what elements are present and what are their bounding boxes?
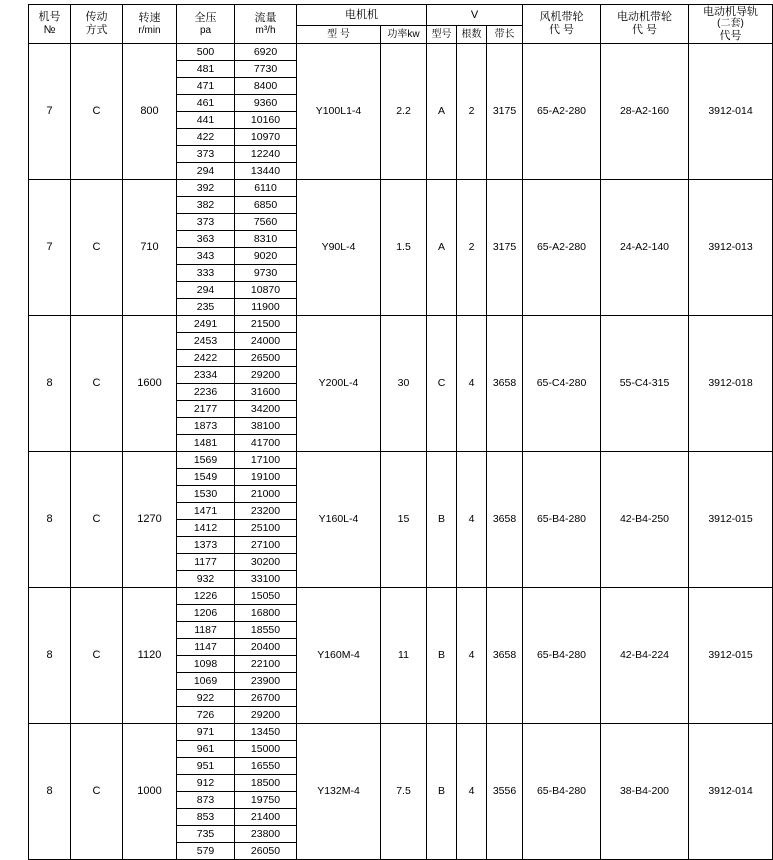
cell-motor-power: 7.5 xyxy=(381,724,427,860)
cell-pressure-list xyxy=(177,588,235,724)
pressure-value: 735 xyxy=(177,826,234,843)
pressure-value: 1481 xyxy=(193,436,218,449)
cell-drive-type: C xyxy=(71,44,123,180)
pressure-value: 500 xyxy=(177,44,234,61)
pressure-value: 343 xyxy=(177,248,234,265)
pressure-value: 1147 xyxy=(177,639,234,656)
header-vbelt xyxy=(427,5,523,26)
cell-vbelt-count: 4 xyxy=(457,724,487,860)
pressure-value: 1373 xyxy=(177,537,234,554)
header-motor-power: 功率kw xyxy=(381,26,427,44)
cell-vbelt-length: 3175 xyxy=(487,180,523,316)
flow-value: 16800 xyxy=(235,605,296,622)
header-motor-rail-line2: (二套) xyxy=(717,18,744,30)
cell-drive-type: C xyxy=(71,316,123,452)
flow-value: 7560 xyxy=(235,214,296,231)
flow-value: 26050 xyxy=(250,844,281,857)
header-motor-pulley-line1: 电动机带轮 xyxy=(617,11,672,24)
header-flow-line1: 流量 xyxy=(254,11,277,24)
cell-fan-pulley: 65-A2-280 xyxy=(523,180,601,316)
flow-value: 26700 xyxy=(235,690,296,707)
flow-value: 19100 xyxy=(235,469,296,486)
pressure-value: 873 xyxy=(177,792,234,809)
cell-speed: 710 xyxy=(123,180,177,316)
flow-value: 25100 xyxy=(235,520,296,537)
flow-value: 21000 xyxy=(235,486,296,503)
cell-motor-pulley: 55-C4-315 xyxy=(601,316,689,452)
pressure-value: 441 xyxy=(177,112,234,129)
pressure-value: 912 xyxy=(177,775,234,792)
cell-motor-power: 11 xyxy=(381,588,427,724)
flow-value: 19750 xyxy=(235,792,296,809)
cell-motor-rail: 3912-013 xyxy=(689,180,773,316)
flow-value: 7730 xyxy=(235,61,296,78)
cell-motor-power: 2.2 xyxy=(381,44,427,180)
pressure-value: 235 xyxy=(196,300,215,313)
flow-value: 41700 xyxy=(250,436,281,449)
flow-value: 16550 xyxy=(235,758,296,775)
flow-value: 13450 xyxy=(235,724,296,741)
header-pressure-unit: pa xyxy=(199,24,212,36)
flow-value: 10870 xyxy=(235,282,296,299)
header-fan-no xyxy=(29,5,71,44)
pressure-value: 2334 xyxy=(177,367,234,384)
cell-speed: 1120 xyxy=(123,588,177,724)
flow-value: 23900 xyxy=(235,673,296,690)
pressure-value: 294 xyxy=(196,164,215,177)
pressure-value: 471 xyxy=(177,78,234,95)
cell-drive-type: C xyxy=(71,452,123,588)
header-vbelt-count: 根数 xyxy=(457,26,487,44)
cell-fan-pulley: 65-C4-280 xyxy=(523,316,601,452)
cell-vbelt-length: 3175 xyxy=(487,44,523,180)
flow-value: 29200 xyxy=(250,708,281,721)
cell-pressure-list xyxy=(177,44,235,180)
pressure-value: 294 xyxy=(177,282,234,299)
flow-value: 8310 xyxy=(235,231,296,248)
cell-drive-type: C xyxy=(71,724,123,860)
pressure-value: 1187 xyxy=(177,622,234,639)
header-motor-pulley-line2: 代 号 xyxy=(631,24,658,36)
flow-value: 18500 xyxy=(235,775,296,792)
cell-motor-power: 1.5 xyxy=(381,180,427,316)
cell-speed: 800 xyxy=(123,44,177,180)
flow-value: 15000 xyxy=(235,741,296,758)
cell-flow-list xyxy=(235,316,297,452)
header-vbelt-type: 型号 xyxy=(427,26,457,44)
cell-fan-pulley: 65-A2-280 xyxy=(523,44,601,180)
table-row xyxy=(29,44,773,180)
cell-motor-model: Y132M-4 xyxy=(297,724,381,860)
pressure-value: 1530 xyxy=(177,486,234,503)
flow-value: 30200 xyxy=(235,554,296,571)
table-header xyxy=(29,5,773,44)
cell-pressure-list xyxy=(177,180,235,316)
flow-value: 6920 xyxy=(235,44,296,61)
cell-motor-model: Y90L-4 xyxy=(297,180,381,316)
flow-value: 9730 xyxy=(235,265,296,282)
pressure-value: 1098 xyxy=(177,656,234,673)
cell-motor-pulley: 42-B4-224 xyxy=(601,588,689,724)
cell-vbelt-length: 3658 xyxy=(487,588,523,724)
pressure-value: 373 xyxy=(177,214,234,231)
pressure-value: 481 xyxy=(177,61,234,78)
flow-value: 10970 xyxy=(235,129,296,146)
cell-flow-list xyxy=(235,452,297,588)
cell-vbelt-type: A xyxy=(427,44,457,180)
header-flow-unit: m³/h xyxy=(255,24,276,36)
cell-vbelt-count: 4 xyxy=(457,588,487,724)
pressure-value: 579 xyxy=(196,844,215,857)
cell-vbelt-type: B xyxy=(427,452,457,588)
flow-value: 12240 xyxy=(235,146,296,163)
header-fan-no-line2: № xyxy=(43,24,56,36)
cell-flow-list xyxy=(235,44,297,180)
pressure-value: 373 xyxy=(177,146,234,163)
cell-motor-pulley: 24-A2-140 xyxy=(601,180,689,316)
cell-motor-rail: 3912-014 xyxy=(689,44,773,180)
flow-value: 26500 xyxy=(235,350,296,367)
pressure-value: 1177 xyxy=(177,554,234,571)
flow-value: 6110 xyxy=(235,180,296,197)
flow-value: 9360 xyxy=(235,95,296,112)
cell-motor-model: Y100L1-4 xyxy=(297,44,381,180)
cell-motor-pulley: 42-B4-250 xyxy=(601,452,689,588)
flow-value: 17100 xyxy=(235,452,296,469)
header-drive-type-line2: 方式 xyxy=(85,24,108,36)
cell-motor-rail: 3912-018 xyxy=(689,316,773,452)
cell-fan-pulley: 65-B4-280 xyxy=(523,588,601,724)
header-fan-pulley-line2: 代 号 xyxy=(548,24,575,36)
pressure-value: 2453 xyxy=(177,333,234,350)
cell-fan-no: 8 xyxy=(29,452,71,588)
header-motor: 电机机 xyxy=(297,5,427,26)
cell-speed: 1600 xyxy=(123,316,177,452)
cell-speed: 1000 xyxy=(123,724,177,860)
header-drive-type-line1: 传动 xyxy=(85,11,108,24)
flow-value: 33100 xyxy=(250,572,281,585)
cell-motor-pulley: 28-A2-160 xyxy=(601,44,689,180)
fan-specification-table xyxy=(28,4,773,860)
pressure-value: 932 xyxy=(196,572,215,585)
flow-value: 9020 xyxy=(235,248,296,265)
table-row xyxy=(29,452,773,588)
cell-motor-pulley: 38-B4-200 xyxy=(601,724,689,860)
header-speed-unit: r/min xyxy=(138,24,161,36)
cell-vbelt-type: B xyxy=(427,588,457,724)
cell-flow-list xyxy=(235,724,297,860)
header-fan-no-line1: 机号 xyxy=(38,11,61,24)
pressure-value: 1412 xyxy=(177,520,234,537)
header-flow xyxy=(235,5,297,44)
cell-fan-no: 8 xyxy=(29,316,71,452)
cell-pressure-list xyxy=(177,724,235,860)
flow-value: 21500 xyxy=(235,316,296,333)
flow-value: 20400 xyxy=(235,639,296,656)
pressure-value: 1206 xyxy=(177,605,234,622)
flow-value: 27100 xyxy=(235,537,296,554)
cell-flow-list xyxy=(235,588,297,724)
cell-drive-type: C xyxy=(71,180,123,316)
header-motor-pulley xyxy=(601,5,689,44)
table-row xyxy=(29,588,773,724)
flow-value: 23200 xyxy=(235,503,296,520)
header-vbelt-line1: V xyxy=(470,8,479,21)
pressure-value: 922 xyxy=(177,690,234,707)
pressure-value: 1069 xyxy=(177,673,234,690)
pressure-value: 853 xyxy=(177,809,234,826)
cell-flow-list xyxy=(235,180,297,316)
flow-value: 8400 xyxy=(235,78,296,95)
table-row xyxy=(29,724,773,860)
pressure-value: 961 xyxy=(177,741,234,758)
header-drive-type xyxy=(71,5,123,44)
cell-fan-pulley: 65-B4-280 xyxy=(523,452,601,588)
flow-value: 24000 xyxy=(235,333,296,350)
cell-pressure-list xyxy=(177,316,235,452)
cell-fan-no: 8 xyxy=(29,724,71,860)
cell-vbelt-length: 3556 xyxy=(487,724,523,860)
pressure-value: 2422 xyxy=(177,350,234,367)
cell-fan-no: 7 xyxy=(29,44,71,180)
header-motor-rail-line3: 代号 xyxy=(719,29,742,42)
pressure-value: 422 xyxy=(177,129,234,146)
pressure-value: 726 xyxy=(196,708,215,721)
cell-vbelt-type: B xyxy=(427,724,457,860)
header-fan-pulley-line1: 风机带轮 xyxy=(539,11,584,24)
cell-motor-rail: 3912-015 xyxy=(689,452,773,588)
pressure-value: 2236 xyxy=(177,384,234,401)
table-row xyxy=(29,316,773,452)
pressure-value: 1471 xyxy=(177,503,234,520)
table-body xyxy=(29,44,773,860)
cell-motor-power: 15 xyxy=(381,452,427,588)
flow-value: 11900 xyxy=(251,300,280,313)
header-pressure-line1: 全压 xyxy=(194,11,217,24)
flow-value: 13440 xyxy=(250,164,281,177)
pressure-value: 382 xyxy=(177,197,234,214)
header-motor-rail xyxy=(689,5,773,44)
flow-value: 18550 xyxy=(235,622,296,639)
pressure-value: 971 xyxy=(177,724,234,741)
pressure-value: 2177 xyxy=(177,401,234,418)
cell-motor-rail: 3912-014 xyxy=(689,724,773,860)
cell-motor-model: Y200L-4 xyxy=(297,316,381,452)
header-motor-model: 型 号 xyxy=(297,26,381,44)
cell-vbelt-type: C xyxy=(427,316,457,452)
flow-value: 29200 xyxy=(235,367,296,384)
pressure-value: 392 xyxy=(177,180,234,197)
cell-vbelt-count: 2 xyxy=(457,180,487,316)
cell-pressure-list xyxy=(177,452,235,588)
header-motor-rail-line1: 电动机导轨 xyxy=(703,5,758,18)
pressure-value: 333 xyxy=(177,265,234,282)
pressure-value: 461 xyxy=(177,95,234,112)
flow-value: 23800 xyxy=(235,826,296,843)
pressure-value: 2491 xyxy=(177,316,234,333)
pressure-value: 1226 xyxy=(177,588,234,605)
cell-motor-rail: 3912-015 xyxy=(689,588,773,724)
pressure-value: 951 xyxy=(177,758,234,775)
table-row xyxy=(29,180,773,316)
cell-drive-type: C xyxy=(71,588,123,724)
cell-vbelt-count: 2 xyxy=(457,44,487,180)
cell-vbelt-count: 4 xyxy=(457,452,487,588)
cell-motor-power: 30 xyxy=(381,316,427,452)
cell-vbelt-length: 3658 xyxy=(487,316,523,452)
flow-value: 10160 xyxy=(235,112,296,129)
cell-motor-model: Y160M-4 xyxy=(297,588,381,724)
cell-vbelt-count: 4 xyxy=(457,316,487,452)
cell-vbelt-type: A xyxy=(427,180,457,316)
header-fan-pulley xyxy=(523,5,601,44)
header-vbelt-length: 带长 xyxy=(487,26,523,44)
header-speed-line1: 转速 xyxy=(138,11,161,24)
cell-motor-model: Y160L-4 xyxy=(297,452,381,588)
pressure-value: 1873 xyxy=(177,418,234,435)
flow-value: 15050 xyxy=(235,588,296,605)
header-speed xyxy=(123,5,177,44)
flow-value: 31600 xyxy=(235,384,296,401)
cell-fan-no: 8 xyxy=(29,588,71,724)
pressure-value: 1569 xyxy=(177,452,234,469)
cell-fan-no: 7 xyxy=(29,180,71,316)
flow-value: 21400 xyxy=(235,809,296,826)
flow-value: 6850 xyxy=(235,197,296,214)
cell-fan-pulley: 65-B4-280 xyxy=(523,724,601,860)
flow-value: 38100 xyxy=(235,418,296,435)
cell-vbelt-length: 3658 xyxy=(487,452,523,588)
flow-value: 22100 xyxy=(235,656,296,673)
cell-speed: 1270 xyxy=(123,452,177,588)
header-pressure xyxy=(177,5,235,44)
flow-value: 34200 xyxy=(235,401,296,418)
pressure-value: 1549 xyxy=(177,469,234,486)
pressure-value: 363 xyxy=(177,231,234,248)
